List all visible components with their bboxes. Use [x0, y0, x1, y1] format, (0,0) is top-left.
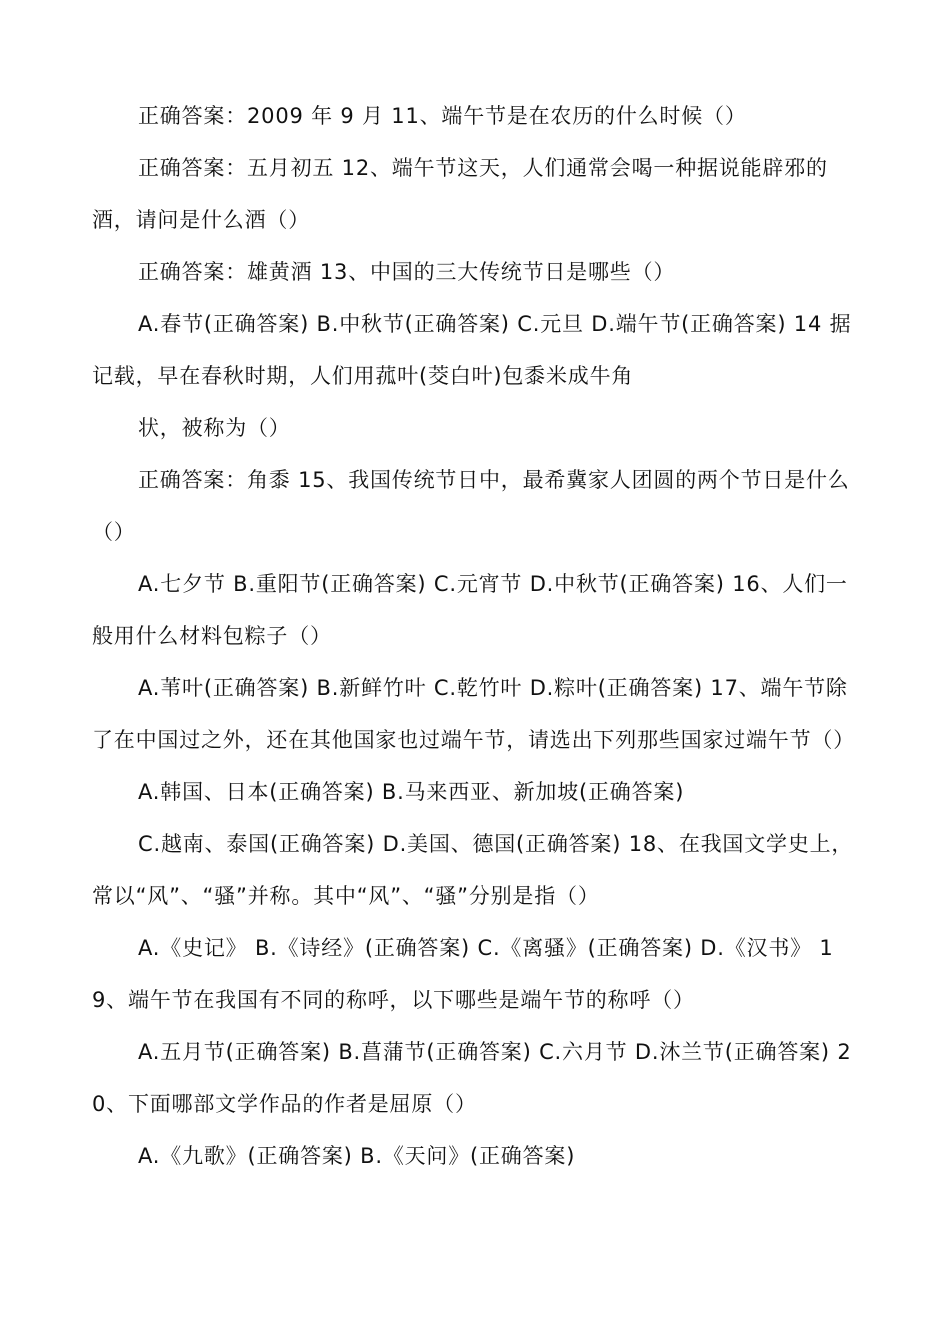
paragraph-q12: 正确答案：五月初五 12、端午节这天，人们通常会喝一种据说能辟邪的酒，请问是什么酒（）	[92, 156, 828, 232]
paragraph-q15: 正确答案：角黍 15、我国传统节日中，最希冀家人团圆的两个节日是什么（）	[92, 468, 850, 544]
paragraph-q13: 正确答案：雄黄酒 13、中国的三大传统节日是哪些（）	[138, 260, 676, 284]
paragraph-q13-options: A.春节(正确答案) B.中秋节(正确答案) C.元旦 D.端午节(正确答案) 14 据记载，早在春秋时期，人们用菰叶(茭白叶)包黍米成牛角	[92, 312, 852, 388]
paragraph-q19-options: A.五月节(正确答案) B.菖蒲节(正确答案) C.六月节 D.沐兰节(正确答案) 20、下面哪部文学作品的作者是屈原（）	[92, 1040, 852, 1116]
paragraph-q14-tail: 状，被称为（）	[138, 416, 291, 440]
paragraph-q18-options: A.《史记》 B.《诗经》(正确答案) C.《离骚》(正确答案) D.《汉书》 19、端午节在我国有不同的称呼，以下哪些是端午节的称呼（）	[92, 936, 834, 1012]
paragraph-q16-options: A.苇叶(正确答案) B.新鲜竹叶 C.乾竹叶 D.粽叶(正确答案) 17、端午节除了在中国过之外，还在其他国家也过端午节，请选出下列那些国家过端午节（）	[92, 676, 855, 752]
document-page	[92, 90, 862, 1182]
paragraph-q15-options: A.七夕节 B.重阳节(正确答案) C.元宵节 D.中秋节(正确答案) 16、人们一般用什么材料包粽子（）	[92, 572, 848, 648]
paragraph-q17-options-cd: C.越南、泰国(正确答案) D.美国、德国(正确答案) 18、在我国文学史上，常以“风”、“骚”并称。其中“风”、“骚”分别是指（）	[92, 832, 854, 908]
paragraph-q20-options: A.《九歌》(正确答案) B.《天问》(正确答案)	[138, 1144, 576, 1168]
paragraph-q17-options-ab: A.韩国、日本(正确答案) B.马来西亚、新加坡(正确答案)	[138, 780, 685, 804]
paragraph-q11-answer: 正确答案：2009 年 9 月 11、端午节是在农历的什么时候（）	[138, 104, 747, 128]
